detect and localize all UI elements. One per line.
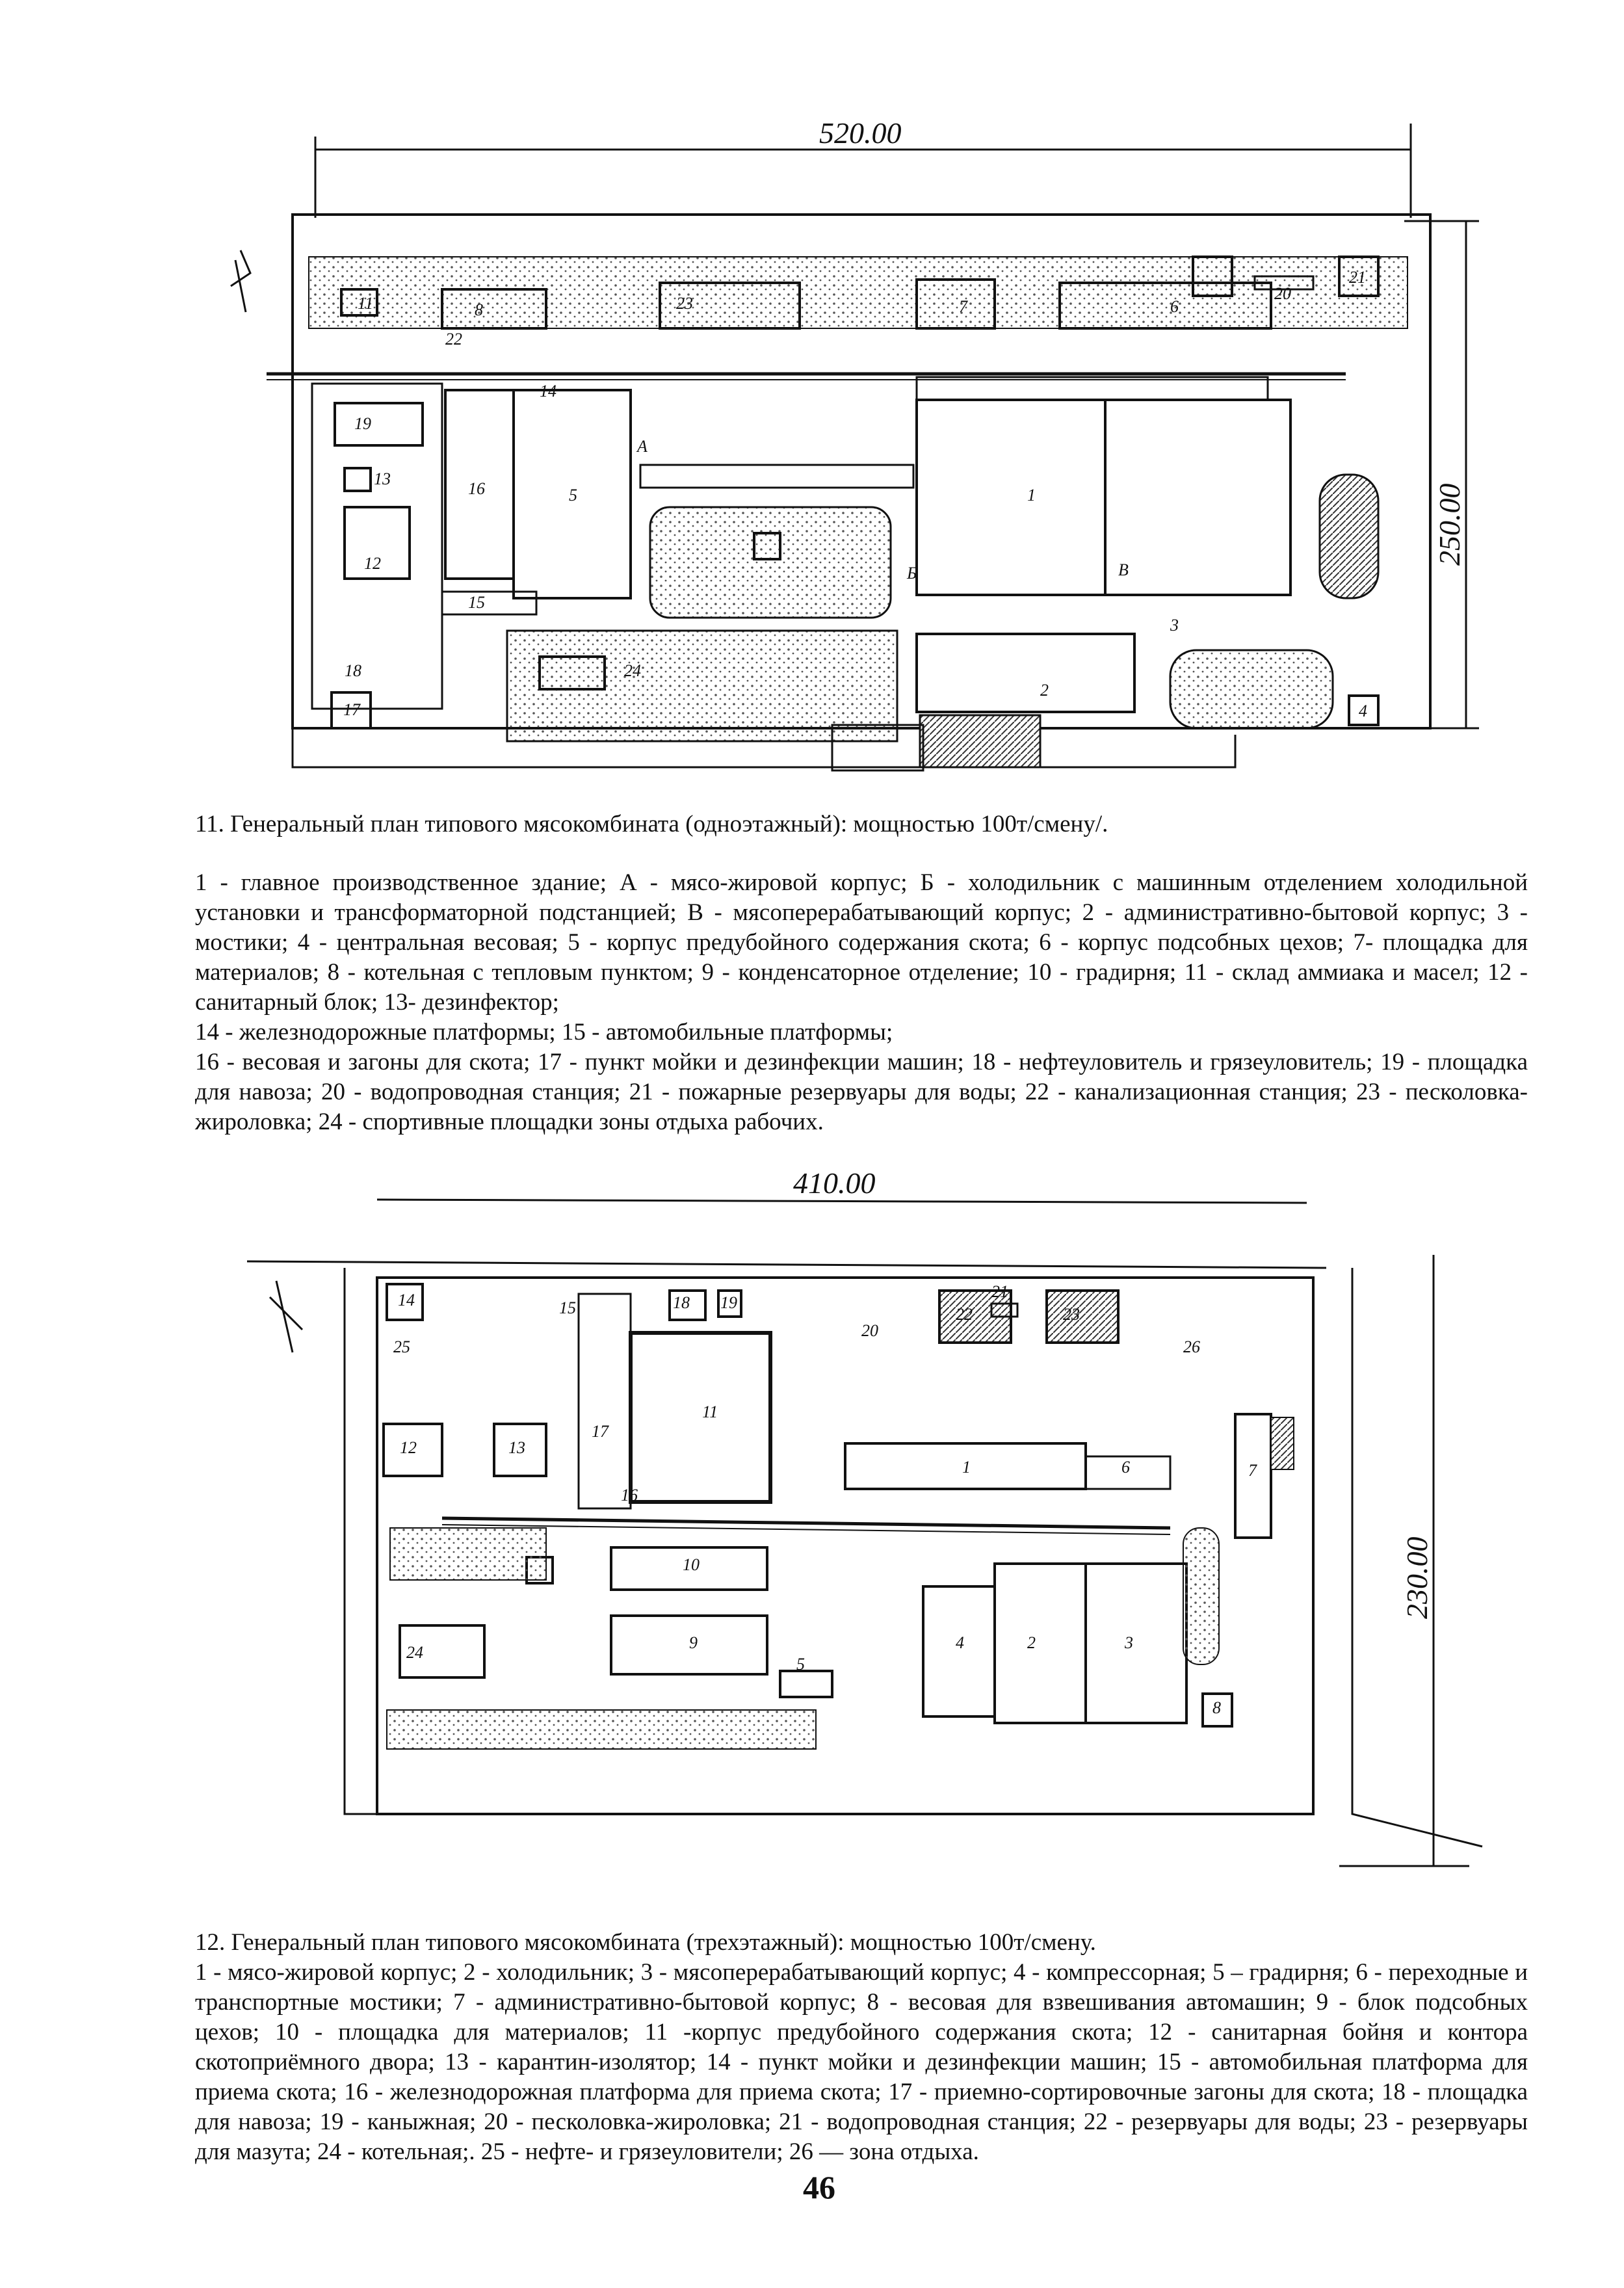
svg-text:8: 8 — [1212, 1698, 1221, 1717]
height-dimension: 230.00 — [1400, 1536, 1434, 1619]
svg-text:3: 3 — [1125, 1633, 1133, 1652]
svg-text:18: 18 — [673, 1293, 690, 1312]
svg-text:6: 6 — [1121, 1458, 1130, 1477]
figure1-title: 11. Генеральный план типового мясокомбината (одноэтажный): мощностью 100т/смену/. — [195, 811, 1108, 837]
figure2-caption — [195, 1928, 1528, 2167]
svg-text:21: 21 — [991, 1282, 1008, 1301]
svg-text:7: 7 — [959, 297, 967, 316]
svg-text:1: 1 — [1027, 486, 1036, 505]
svg-text:19: 19 — [354, 414, 371, 433]
svg-text:3: 3 — [1170, 616, 1179, 635]
svg-text:5: 5 — [796, 1655, 805, 1674]
svg-text:9: 9 — [689, 1633, 698, 1652]
svg-text:1: 1 — [962, 1458, 971, 1477]
svg-text:13: 13 — [508, 1438, 525, 1457]
svg-text:5: 5 — [569, 486, 577, 505]
svg-text:23: 23 — [676, 294, 693, 313]
north-arrow-icon — [231, 250, 250, 286]
svg-text:12: 12 — [364, 554, 381, 573]
svg-text:23: 23 — [1063, 1305, 1080, 1324]
svg-text:4: 4 — [956, 1633, 964, 1652]
svg-text:10: 10 — [683, 1555, 700, 1574]
figure1-legend-line: 16 - весовая и загоны для скота; 17 - пункт мойки и дезинфекции машин; 18 - нефтеуловитель и грязеуловитель; 19 - площадка для навоза; 20 - водопроводная станция; 21 - пожарные резервуары для воды; 22 - канализационная станция; 23 - песколовка-жироловка; 24 - спортивные площадки зоны отдыха рабочих. — [195, 1049, 1528, 1135]
figure1-caption — [195, 809, 1528, 839]
svg-text:15: 15 — [559, 1298, 576, 1317]
svg-text:22: 22 — [956, 1305, 973, 1324]
figure1-legend — [195, 868, 1528, 1137]
width-dimension: 410.00 — [793, 1166, 876, 1200]
svg-text:19: 19 — [720, 1293, 737, 1312]
svg-text:18: 18 — [345, 661, 361, 680]
svg-text:14: 14 — [540, 382, 557, 401]
figure2-legend: 1 - мясо-жировой корпус; 2 - холодильник; 3 - мясоперерабатывающий корпус; 4 - компрессорная; 5 – градирня; 6 - переходные и транспортные мостики; 7 - административно-бытовой корпус; 8 - весовая для взвешивания автомашин; 9 - блок подсобных цехов; 10 - площадка для материалов; 11 -корпус предубойного содержания скота; 12 - санитарная бойня и контора скотоприёмного двора; 13 - карантин-изолятор; 14 - пункт мойки и дезинфекции машин; 15 - автомобильная платформа для приема скота; 16 - железнодорожная платформа для приема скота; 17 - приемно-сортировочные загоны для скота; 18 - площадка для навоза; 19 - каныжная; 20 - песколовка-жироловка; 21 - водопроводная станция; 22 - резервуары для воды; 23 - резервуары для мазута; 24 - котельная;. 25 - нефте- и грязеуловители; 26 — зона отдыха. — [195, 1959, 1528, 2165]
svg-text:22: 22 — [445, 330, 462, 348]
north-arrow-icon — [270, 1281, 302, 1352]
svg-text:20: 20 — [861, 1321, 878, 1340]
figure1-legend-line: 1 - главное производственное здание; А - мясо-жировой корпус; Б - холодильник с машинным отделением холодильной установки и трансформаторной подстанцией; В - мясоперерабатывающий корпус; 2 - административно-бытовой корпус; 3 - мостики; 4 - центральная весовая; 5 - корпус предубойного содержания скота; 6 - корпус подсобных цехов; 7- площадка для материалов; 8 - котельная с тепловым пунктом; 9 - конденсаторное отделение; 10 - градирня; 11 - склад аммиака и масел; 12 - санитарный блок; 13- дезинфектор; — [195, 869, 1528, 1016]
svg-text:4: 4 — [1359, 702, 1367, 720]
svg-text:26: 26 — [1183, 1337, 1200, 1356]
svg-text:2: 2 — [1027, 1633, 1036, 1652]
svg-text:21: 21 — [1349, 268, 1366, 287]
svg-text:17: 17 — [343, 700, 360, 719]
svg-text:А: А — [637, 437, 648, 456]
figure2-title: 12. Генеральный план типового мясокомбината (трехэтажный): мощностью 100т/смену. — [195, 1929, 1096, 1956]
svg-text:17: 17 — [592, 1422, 609, 1441]
svg-text:6: 6 — [1170, 297, 1179, 316]
svg-text:24: 24 — [406, 1643, 423, 1662]
height-dimension: 250.00 — [1433, 483, 1466, 566]
svg-text:7: 7 — [1248, 1461, 1257, 1480]
svg-text:13: 13 — [374, 469, 391, 488]
svg-text:12: 12 — [400, 1438, 417, 1457]
site-plan-one-story — [195, 111, 1489, 800]
figure1-legend-line: 14 - железнодорожные платформы; 15 - автомобильные платформы; — [195, 1019, 893, 1045]
page-number: 46 — [803, 2169, 835, 2205]
svg-text:14: 14 — [398, 1291, 415, 1309]
svg-text:11: 11 — [358, 294, 374, 313]
svg-text:8: 8 — [475, 300, 483, 319]
svg-text:11: 11 — [702, 1402, 718, 1421]
svg-text:16: 16 — [621, 1486, 638, 1505]
width-dimension: 520.00 — [819, 116, 902, 150]
svg-text:Б: Б — [907, 564, 917, 583]
svg-text:24: 24 — [624, 661, 641, 680]
svg-text:В: В — [1118, 560, 1129, 579]
svg-text:2: 2 — [1040, 681, 1049, 700]
svg-text:16: 16 — [468, 479, 485, 498]
svg-text:25: 25 — [393, 1337, 410, 1356]
site-plan-three-story — [247, 1164, 1502, 1892]
svg-text:20: 20 — [1274, 284, 1291, 303]
svg-text:15: 15 — [468, 593, 485, 612]
